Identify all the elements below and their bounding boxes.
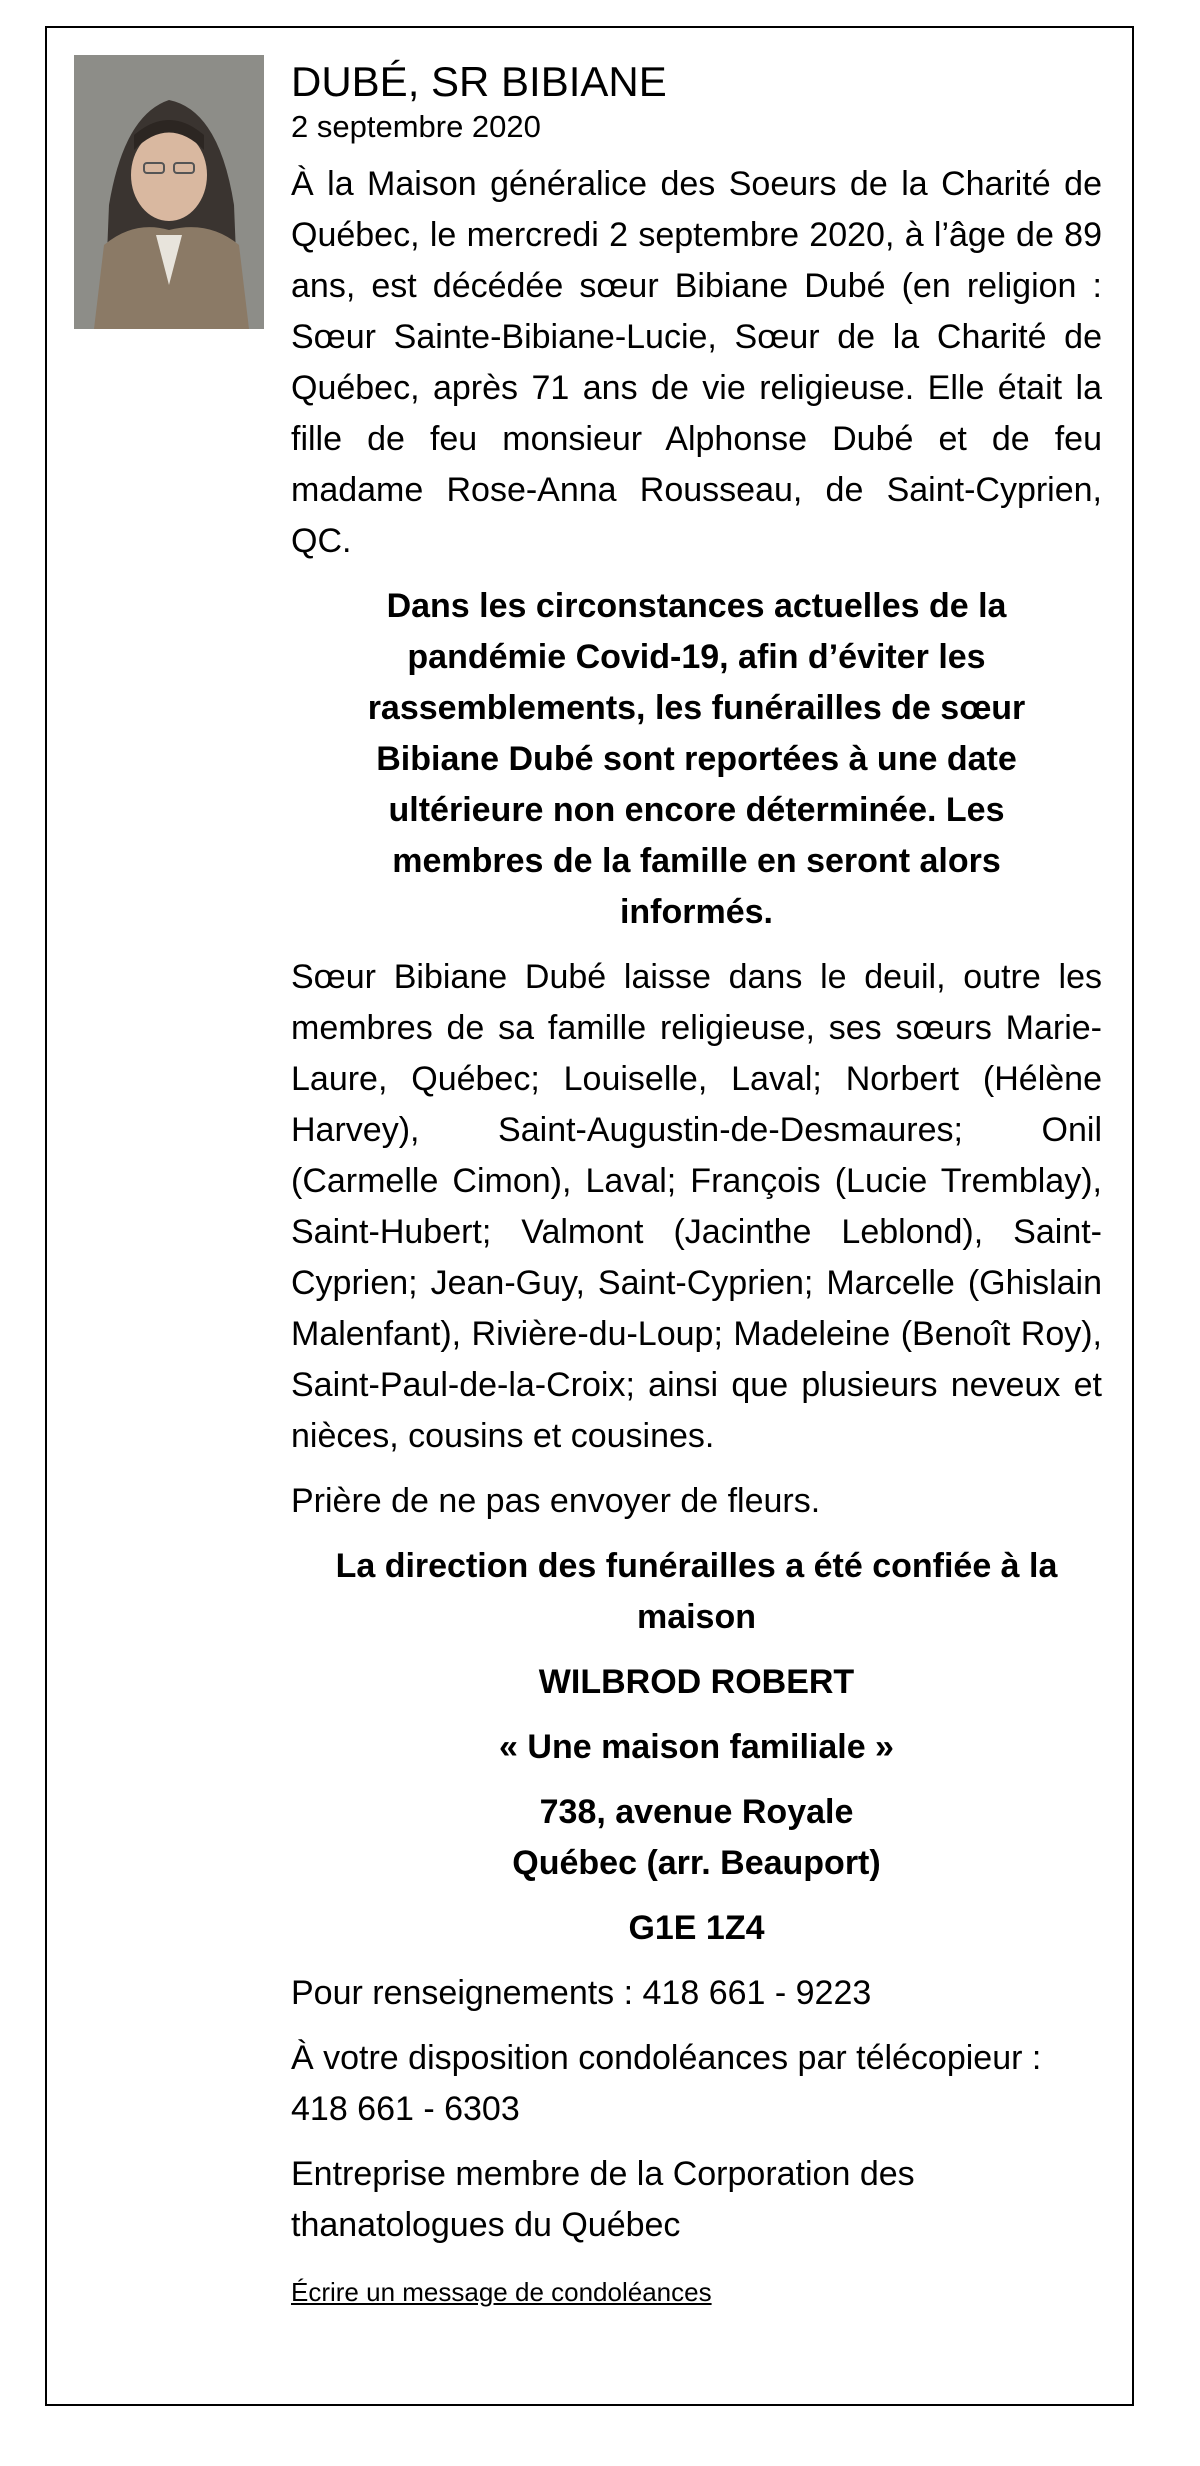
postal-code: G1E 1Z4 [628,1909,765,1947]
portrait-photo [74,55,264,329]
funeral-home-slogan: « Une maison familiale » [499,1728,894,1766]
funeral-direction: La direction des funérailles a été confiée à la maison [335,1547,1058,1636]
fax-info: À votre disposition condoléances par télécopieur : 418 661 - 6303 [291,2039,1042,2128]
corporation-member: Entreprise membre de la Corporation des thanatologues du Québec [291,2155,915,2244]
funeral-home-address [291,1787,1102,1889]
funeral-home-name: WILBROD ROBERT [538,1663,855,1701]
address-street: 738, avenue Royale [539,1793,854,1831]
address-city: Québec (arr. Beauport) [512,1844,881,1882]
flowers-note: Prière de ne pas envoyer de fleurs. [291,1482,821,1520]
death-date: 2 septembre 2020 [291,109,541,144]
deceased-name: DUBÉ, SR BIBIANE [291,58,667,105]
obituary-content [291,55,1102,2316]
write-condolences-link[interactable]: Écrire un message de condoléances [291,2277,712,2307]
info-phone: Pour renseignements : 418 661 - 9223 [291,1974,872,2012]
intro-paragraph: À la Maison généralice des Soeurs de la Charité de Québec, le mercredi 2 septembre 2020, à l’âge de 89 ans, est décédée sœur Bibiane Dubé (en religion : Sœur Sainte-Bibiane-Lucie, Sœur de la Charité de Québec, après 71 ans de vie religieuse. Elle était la fille de feu monsieur Alphonse Dubé et de feu madame Rose-Anna Rousseau, de Saint-Cyprien, QC. [291,165,1102,560]
covid-notice: Dans les circonstances actuelles de la pandémie Covid-19, afin d’éviter les rassemblements, les funérailles de sœur Bibiane Dubé sont reportées à une date ultérieure non encore déterminée. Les membres de la famille en seront alors informés. [367,587,1026,931]
survivors-paragraph: Sœur Bibiane Dubé laisse dans le deuil, outre les membres de sa famille religieuse, ses sœurs Marie-Laure, Québec; Louiselle, Laval; Norbert (Hélène Harvey), Saint-Augustin-de-Desmaures; Onil (Carmelle Cimon), Laval; François (Lucie Tremblay), Saint-Hubert; Valmont (Jacinthe Leblond), Saint-Cyprien; Jean-Guy, Saint-Cyprien; Marcelle (Ghislain Malenfant), Rivière-du-Loup; Madeleine (Benoît Roy), Saint-Paul-de-la-Croix; ainsi que plusieurs neveux et nièces, cousins et cousines. [291,958,1102,1455]
